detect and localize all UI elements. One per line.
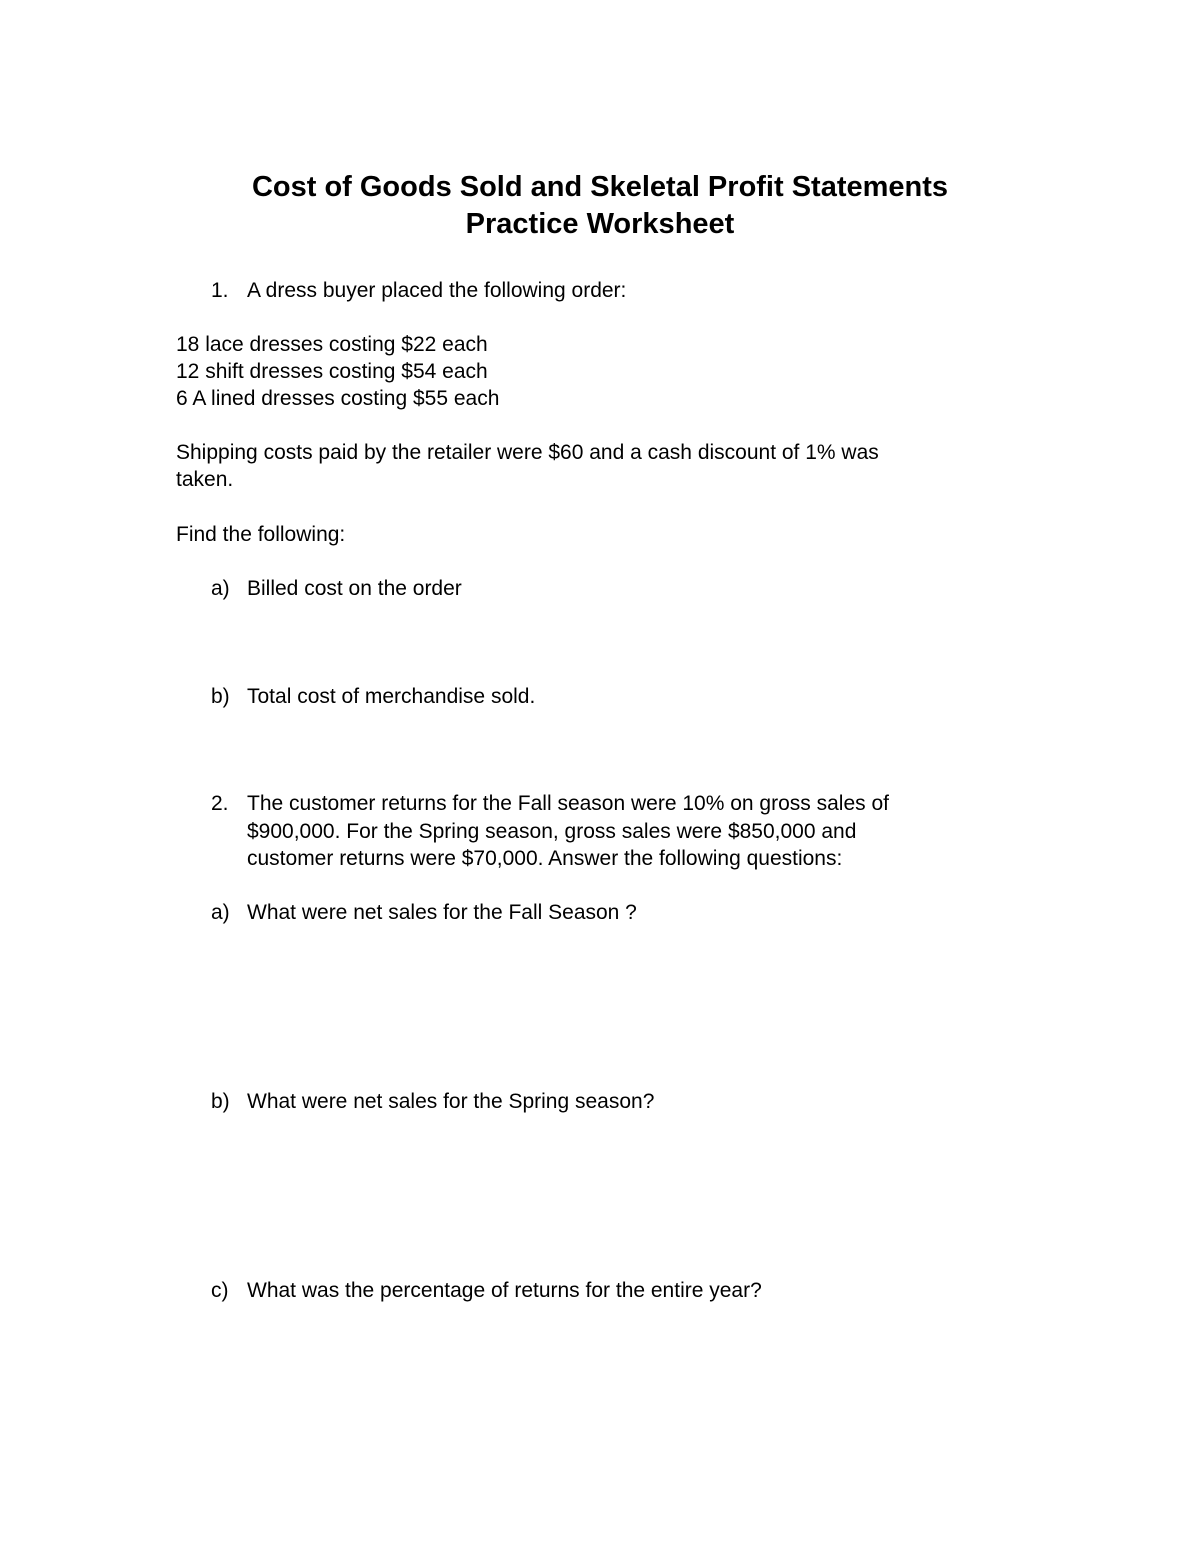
order-line-a-lined: 6 A lined dresses costing $55 each	[176, 387, 500, 410]
page-subtitle: Practice Worksheet	[465, 208, 735, 240]
q1-part-b-marker: b)	[211, 685, 230, 708]
q2-part-c-text: What was the percentage of returns for the entire year?	[247, 1279, 762, 1302]
q2-part-a-marker: a)	[211, 901, 230, 924]
order-line-lace: 18 lace dresses costing $22 each	[176, 333, 488, 356]
q2-part-c-marker: c)	[211, 1279, 229, 1302]
q2-part-b-marker: b)	[211, 1090, 230, 1113]
question-2-text-line1: The customer returns for the Fall season were 10% on gross sales of	[247, 792, 889, 815]
question-1-text: A dress buyer placed the following order:	[247, 279, 627, 302]
shipping-text-line2: taken.	[176, 468, 234, 491]
q2-part-a-text: What were net sales for the Fall Season ?	[247, 901, 637, 924]
question-2-text-line3: customer returns were $70,000. Answer the following questions:	[247, 847, 843, 870]
q2-part-b-text: What were net sales for the Spring season?	[247, 1090, 655, 1113]
q1-part-a-marker: a)	[211, 577, 230, 600]
question-1-number: 1.	[211, 279, 229, 302]
find-following-text: Find the following:	[176, 523, 346, 546]
page-title: Cost of Goods Sold and Skeletal Profit Statements	[251, 171, 949, 203]
question-2-number: 2.	[211, 792, 229, 815]
question-2-text-line2: $900,000. For the Spring season, gross sales were $850,000 and	[247, 820, 857, 843]
order-line-shift: 12 shift dresses costing $54 each	[176, 360, 488, 383]
q1-part-b-text: Total cost of merchandise sold.	[247, 685, 536, 708]
q1-part-a-text: Billed cost on the order	[247, 577, 462, 600]
shipping-text-line1: Shipping costs paid by the retailer were $60 and a cash discount of 1% was	[176, 441, 879, 464]
